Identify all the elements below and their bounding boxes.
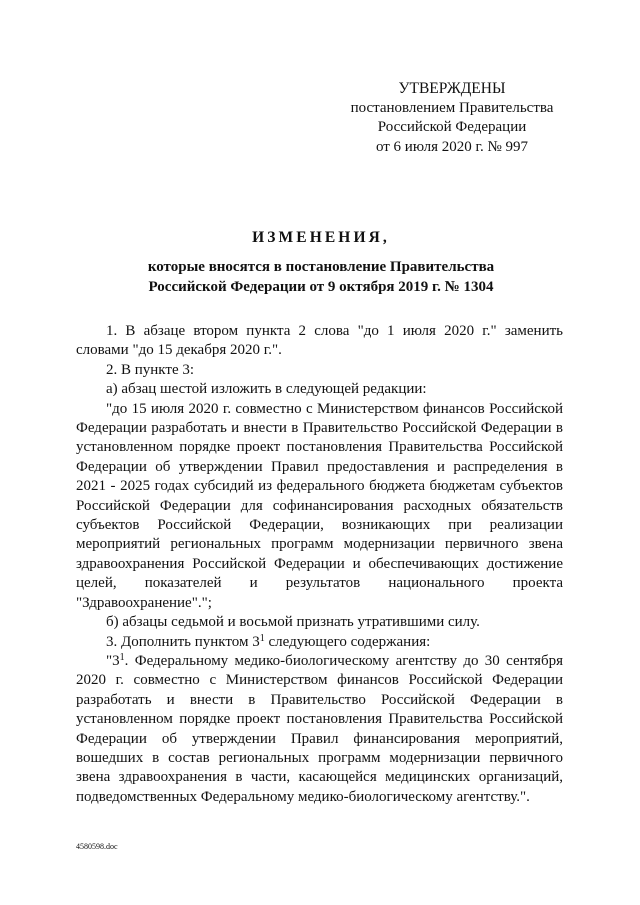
- document-subtitle: [80, 258, 562, 297]
- paragraph: [76, 652, 563, 807]
- paragraph: 1. В абзаце втором пункта 2 слова "до 1 июля 2020 г." заменить словами "до 15 декабря 2020 г.".: [76, 323, 563, 359]
- paragraph-text: следующего содержания:: [264, 633, 431, 650]
- document-title: ИЗМЕНЕНИЯ,: [252, 229, 390, 246]
- approval-title: УТВЕРЖДЕНЫ: [398, 80, 506, 97]
- paragraph: 2. В пункте 3:: [106, 361, 195, 378]
- paragraph-text: "3: [106, 652, 120, 669]
- superscript: 1: [259, 632, 265, 644]
- paragraph: [76, 633, 563, 652]
- paragraph-text: . Федеральному медико-биологическому агентству до 30 сентября 2020 г. совместно с Министерством финансов Российской Федерации разработать и внести в Правительство Российской Федерации в установленном порядке проект постановления Правительства Российской Федерации об утверждении Правил финансирования мероприятий, вошедших в состав региональных программ модернизации первичного звена здравоохранения в части, касающейся медицинских организаций, подведомственных Федеральному медико-биологическому агентству.".: [76, 652, 563, 805]
- superscript: 1: [119, 651, 125, 663]
- approval-block: [340, 79, 564, 157]
- paragraph-text: 3. Дополнить пунктом 3: [106, 633, 260, 650]
- approval-line: Российской Федерации: [377, 119, 527, 135]
- approval-line: от 6 июля 2020 г. № 997: [375, 138, 529, 155]
- paragraph: "до 15 июля 2020 г. совместно с Министерством финансов Российской Федерации разработать и внести в Правительство Российской Федерации в установленном порядке проект постановления Правительства Российской Федерации об утверждении Правил предоставления и распределения в 2021 - 2025 годах субсидий из федерального бюджета бюджетам субъектов Российской Федерации для софинансирования расходных обязательств субъектов Российской Федерации, возникающих при реализации мероприятий региональных программ модернизации первичного звена здравоохранения Российской Федерации и обеспечивающих достижение целей, показателей и результатов национального проекта "Здравоохранение".";: [76, 400, 563, 611]
- document-subtitle-line: которые вносятся в постановление Правительства: [147, 259, 495, 275]
- document-id: 4580598.doc: [76, 842, 118, 851]
- document-subtitle-line: Российской Федерации от 9 октября 2019 г. № 1304: [148, 278, 494, 295]
- approval-line: постановлением Правительства: [350, 99, 554, 116]
- paragraph: а) абзац шестой изложить в следующей редакции:: [106, 381, 427, 398]
- document-heading: [80, 228, 562, 297]
- document-body: [76, 322, 563, 807]
- paragraph: б) абзацы седьмой и восьмой признать утратившими силу.: [106, 614, 480, 631]
